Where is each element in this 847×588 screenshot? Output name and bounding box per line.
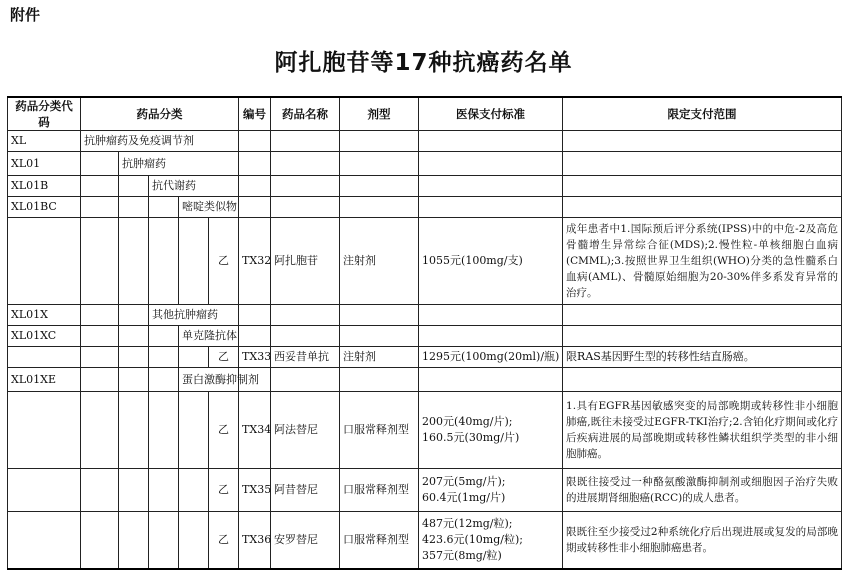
dosage-form: 口服常释剂型 — [340, 512, 419, 570]
table-row — [8, 152, 842, 176]
category-code: XL01B — [8, 176, 81, 197]
header-category: 药品分类 — [81, 97, 239, 131]
attachment-label: 附件 — [10, 6, 41, 24]
drug-number: TX33 — [239, 347, 271, 368]
header-code: 药品分类代码 — [8, 97, 81, 131]
price-line: 357元(8mg/粒) — [422, 549, 502, 562]
price-line: 487元(12mg/粒); — [422, 517, 513, 530]
price-line: 160.5元(30mg/片) — [422, 431, 520, 444]
payment-scope: 限既往接受过一种酪氨酸激酶抑制剂或细胞因子治疗失败的进展期肾细胞癌(RCC)的成人患者。 — [563, 469, 842, 512]
table-row — [8, 469, 842, 512]
header-dosage-form: 剂型 — [340, 97, 419, 131]
price-line: 200元(40mg/片); — [422, 415, 513, 428]
payment-scope: 成年患者中1.国际预后评分系统(IPSS)中的中危-2及高危骨髓增生异常综合征(MDS);2.慢性粒-单核细胞白血病(CMML);3.按照世界卫生组织(WHO)分类的急性髓系白血病(AML)、骨髓原始细胞为20-30%伴多系发育异常的治疗。 — [563, 218, 842, 305]
category-label: 嘧啶类似物 — [179, 197, 239, 218]
payment-standard — [419, 347, 563, 368]
category-code: XL01X — [8, 305, 81, 326]
table-row — [8, 176, 842, 197]
drug-class: 乙 — [209, 469, 239, 512]
header-number: 编号 — [239, 97, 271, 131]
drug-name: 阿法替尼 — [271, 392, 340, 469]
category-code: XL01XC — [8, 326, 81, 347]
payment-standard — [419, 392, 563, 469]
drug-class: 乙 — [209, 512, 239, 570]
price-line: 60.4元(1mg/片) — [422, 491, 506, 504]
category-label: 蛋白激酶抑制剂 — [179, 368, 239, 392]
table-row — [8, 197, 842, 218]
drug-number: TX35 — [239, 469, 271, 512]
category-label: 单克隆抗体 — [179, 326, 239, 347]
category-label: 抗肿瘤药及免疫调节剂 — [81, 131, 239, 152]
drug-list-table — [7, 96, 842, 570]
category-code: XL01BC — [8, 197, 81, 218]
dosage-form: 注射剂 — [340, 218, 419, 305]
category-code: XL — [8, 131, 81, 152]
drug-number: TX34 — [239, 392, 271, 469]
drug-class: 乙 — [209, 218, 239, 305]
payment-standard — [419, 469, 563, 512]
table-row — [8, 131, 842, 152]
dosage-form: 口服常释剂型 — [340, 392, 419, 469]
table-row — [8, 347, 842, 368]
price-line: 1295元(100mg(20ml)/瓶) — [422, 350, 560, 363]
table-row — [8, 512, 842, 570]
table-header-row — [8, 97, 842, 131]
drug-number: TX32 — [239, 218, 271, 305]
category-label: 抗肿瘤药 — [119, 152, 239, 176]
price-line: 423.6元(10mg/粒); — [422, 533, 523, 546]
drug-name: 安罗替尼 — [271, 512, 340, 570]
drug-name: 阿扎胞苷 — [271, 218, 340, 305]
table-row — [8, 326, 842, 347]
drug-name: 西妥昔单抗 — [271, 347, 340, 368]
table-row — [8, 218, 842, 305]
table-row — [8, 305, 842, 326]
page-title: 阿扎胞苷等17种抗癌药名单 — [274, 50, 573, 76]
drug-class: 乙 — [209, 392, 239, 469]
payment-scope: 限既往至少接受过2种系统化疗后出现进展或复发的局部晚期或转移性非小细胞肺癌患者。 — [563, 512, 842, 570]
table-row — [8, 368, 842, 392]
category-label: 其他抗肿瘤药 — [149, 305, 239, 326]
drug-name: 阿昔替尼 — [271, 469, 340, 512]
dosage-form: 口服常释剂型 — [340, 469, 419, 512]
header-payment-standard: 医保支付标准 — [419, 97, 563, 131]
drug-class: 乙 — [209, 347, 239, 368]
price-line: 1055元(100mg/支) — [422, 254, 523, 267]
category-label: 抗代谢药 — [149, 176, 239, 197]
payment-scope: 限RAS基因野生型的转移性结直肠癌。 — [563, 347, 842, 368]
payment-standard — [419, 512, 563, 570]
table-row — [8, 392, 842, 469]
payment-scope: 1.具有EGFR基因敏感突变的局部晚期或转移性非小细胞肺癌,既往未接受过EGFR-TKI治疗;2.含铂化疗期间或化疗后疾病进展的局部晚期或转移性鳞状组织学类型的非小细胞肺癌。 — [563, 392, 842, 469]
payment-standard — [419, 218, 563, 305]
category-code: XL01 — [8, 152, 81, 176]
dosage-form: 注射剂 — [340, 347, 419, 368]
drug-number: TX36 — [239, 512, 271, 570]
header-payment-scope: 限定支付范围 — [563, 97, 842, 131]
price-line: 207元(5mg/片); — [422, 475, 506, 488]
header-name: 药品名称 — [271, 97, 340, 131]
category-code: XL01XE — [8, 368, 81, 392]
